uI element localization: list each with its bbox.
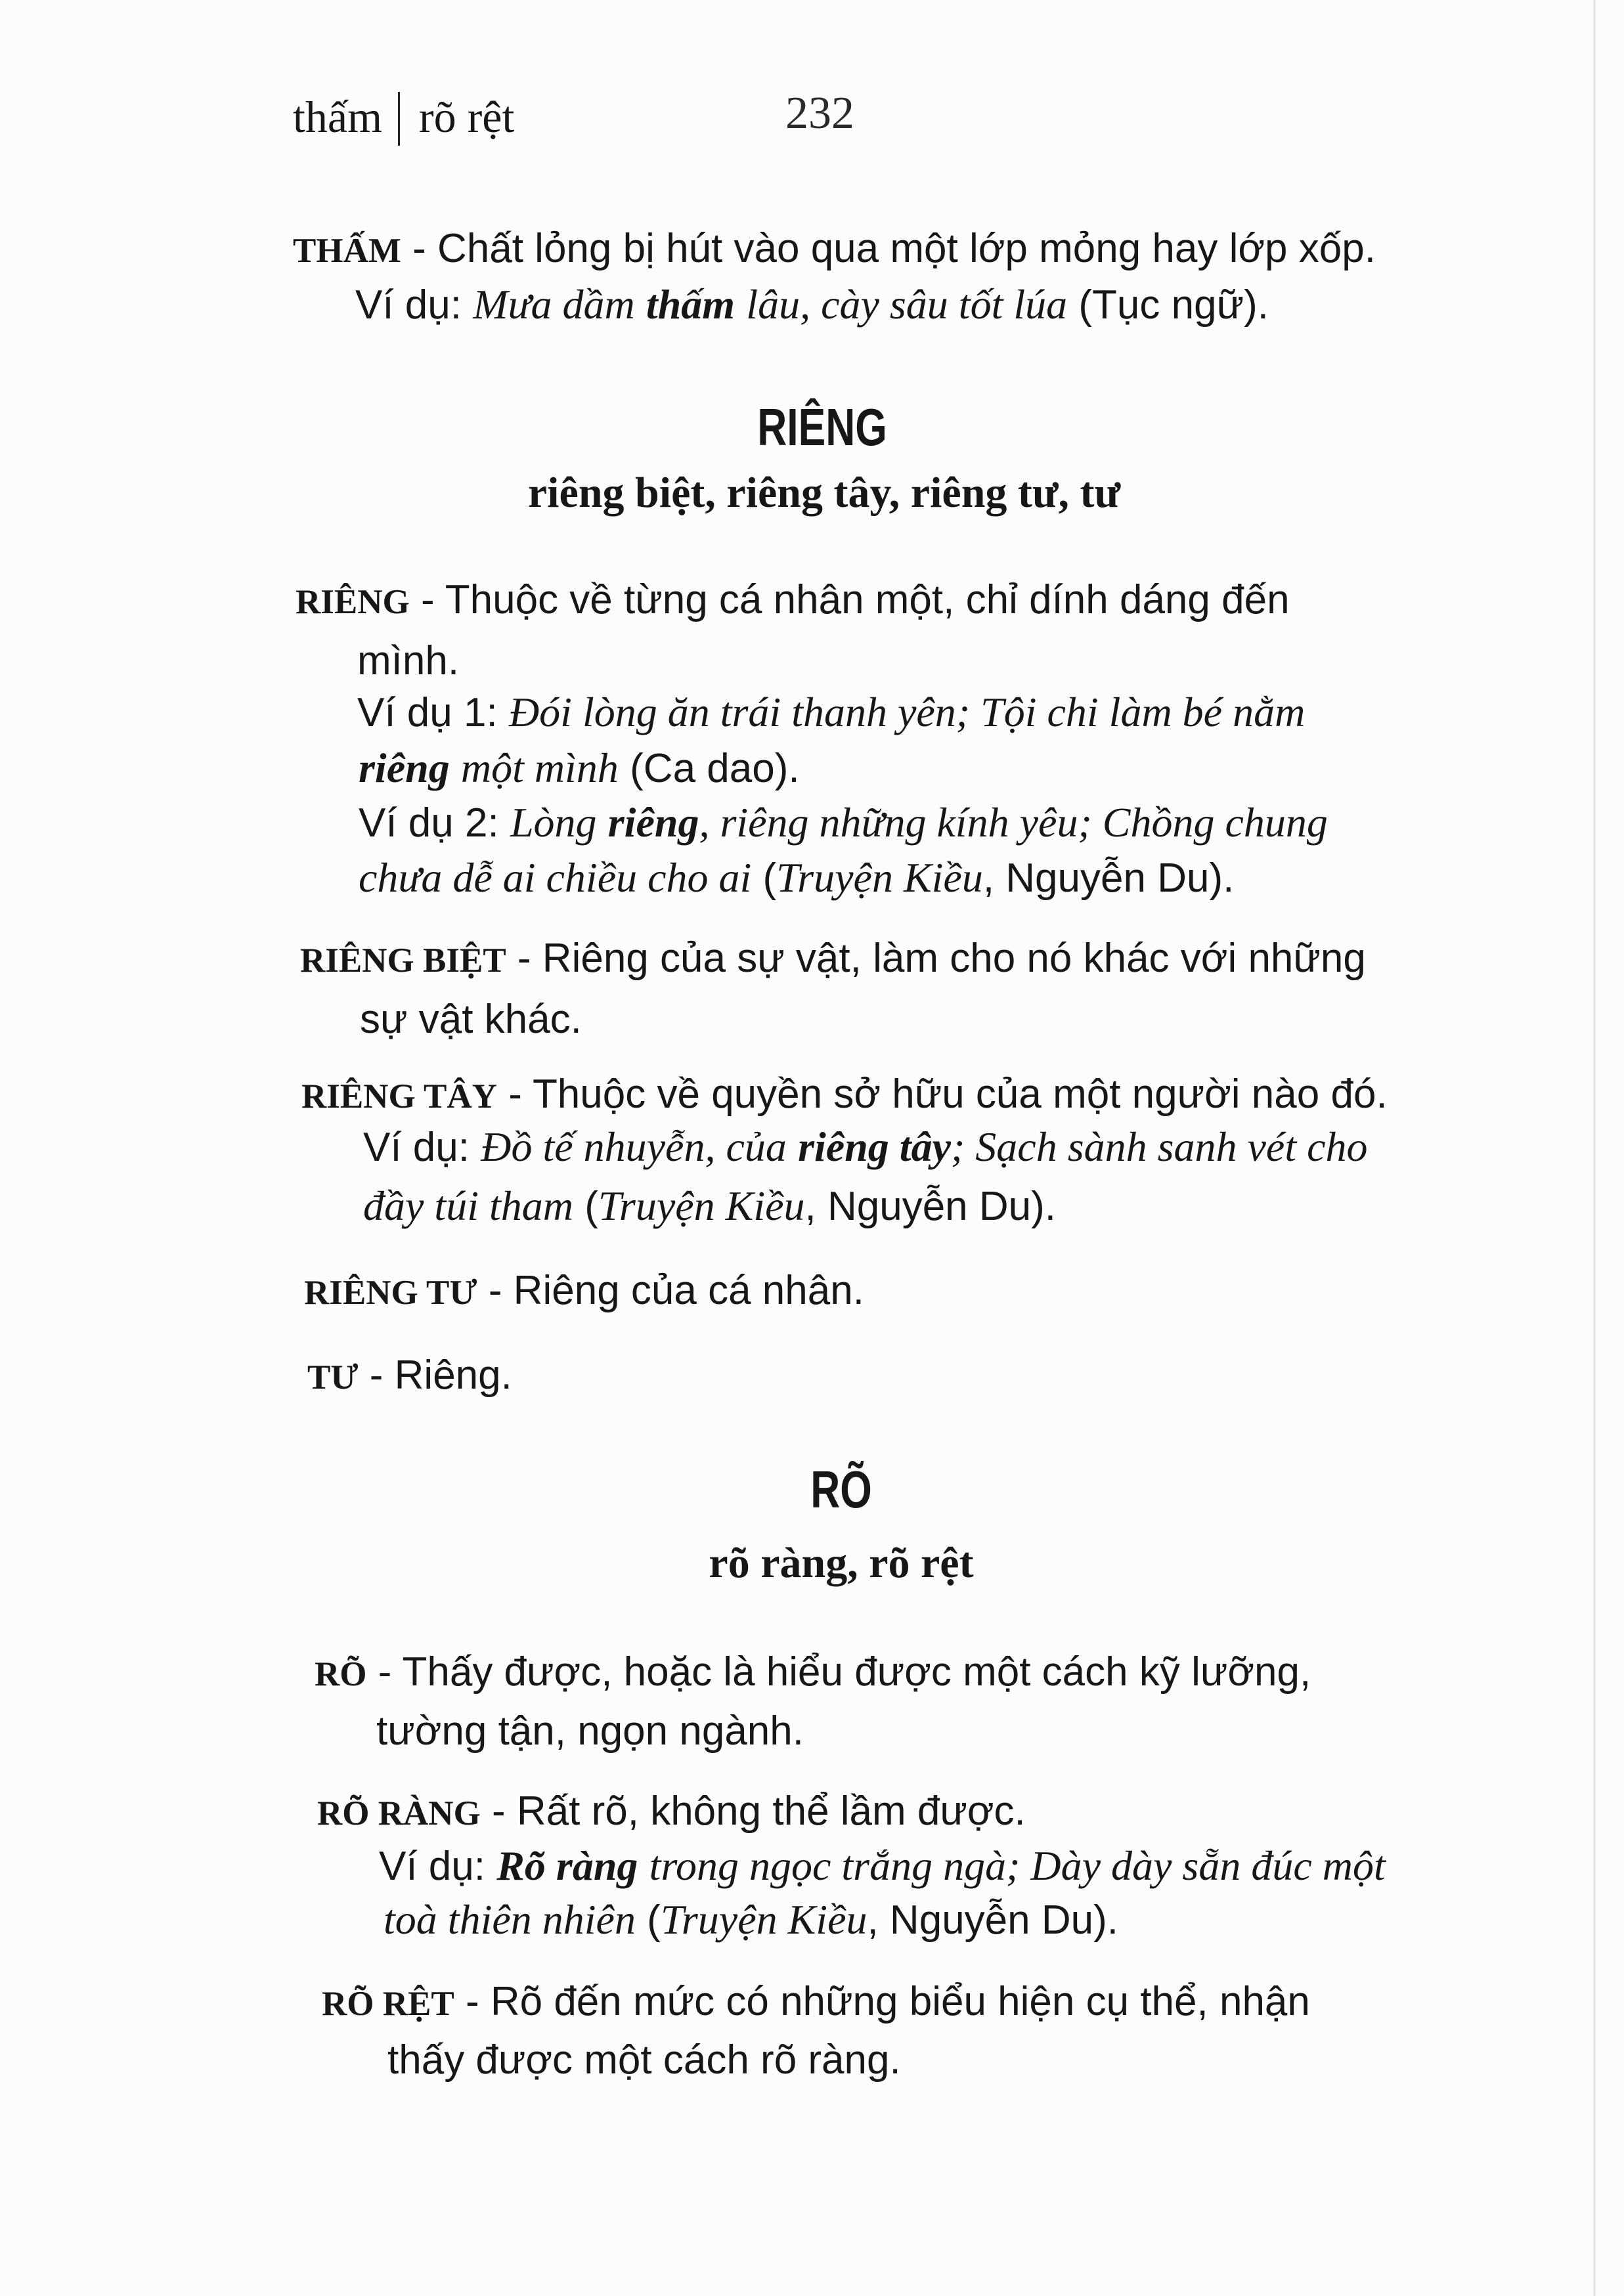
example-text: trong ngọc trắng ngà; Dày dày sẵn đúc một	[649, 1842, 1386, 1889]
example-citation: , Nguyễn Du).	[982, 856, 1235, 901]
entry-line	[293, 225, 1376, 275]
example-label: Ví dụ:	[355, 282, 462, 328]
page-number: 232	[785, 88, 854, 139]
example-label: Ví dụ:	[363, 1125, 470, 1170]
example-label: Ví dụ:	[379, 1844, 485, 1889]
section-subtitle: riêng biệt, riêng tây, riêng tư, tư	[527, 469, 1121, 517]
example-text: Mưa dầm	[473, 281, 635, 328]
definition-text: - Thuộc về từng cá nhân một, chỉ dính dáng đến	[421, 577, 1290, 622]
example-text: toà thiên nhiên	[384, 1896, 636, 1943]
entry-line	[296, 576, 1290, 626]
headword: RÕ	[315, 1655, 367, 1693]
citation-title: Truyện Kiều	[776, 854, 983, 901]
page-edge-shadow	[1593, 0, 1596, 2296]
definition-text: - Thấy được, hoặc là hiểu được một cách kỹ lưỡng,	[378, 1649, 1311, 1695]
header-left-term: thấm	[293, 92, 382, 142]
citation-title: Truyện Kiều	[598, 1182, 805, 1229]
example-text: một mình	[460, 745, 619, 791]
example-emphasis: Rõ ràng	[496, 1842, 638, 1889]
example-citation: (Tục ngữ).	[1078, 282, 1269, 328]
example-line	[359, 798, 1328, 848]
example-line	[355, 280, 1269, 330]
definition-text: - Riêng của sự vật, làm cho nó khác với những	[517, 936, 1366, 981]
example-line	[363, 1123, 1368, 1172]
entry-line	[300, 934, 1366, 985]
headword: RIÊNG BIỆT	[300, 942, 506, 980]
citation-title: Truyện Kiều	[660, 1896, 867, 1943]
example-citation: (Ca dao).	[630, 746, 800, 791]
example-citation: , Nguyễn Du).	[804, 1184, 1057, 1229]
entry-line	[322, 1978, 1310, 2028]
definition-text: - Chất lỏng bị hút vào qua một lớp mỏng hay lớp xốp.	[412, 226, 1376, 271]
example-text: Đồ tế nhuyễn, của	[481, 1123, 787, 1170]
definition-text: - Thuộc về quyền sở hữu của một người nào đó.	[508, 1072, 1388, 1117]
example-text: Lòng	[510, 799, 597, 846]
example-emphasis: riêng tây	[798, 1123, 951, 1170]
headword: RÕ RỆT	[322, 1985, 454, 2023]
example-citation: , Nguyễn Du).	[867, 1897, 1118, 1943]
example-citation: (	[647, 1897, 661, 1943]
entry-line	[307, 1351, 512, 1402]
entry-line	[387, 2036, 901, 2085]
section-title: RIÊNG	[757, 398, 887, 456]
definition-text: - Riêng của cá nhân.	[488, 1268, 864, 1313]
definition-text: mình.	[357, 638, 460, 683]
entry-line	[304, 1267, 864, 1317]
definition-text: sự vật khác.	[360, 997, 582, 1042]
example-line	[384, 1895, 1118, 1945]
example-text: đầy túi tham	[363, 1182, 573, 1229]
header-right-term: rõ rệt	[419, 92, 515, 142]
example-text: lâu, cày sâu tốt lúa	[746, 281, 1068, 328]
headword: RIÊNG TÂY	[301, 1077, 497, 1116]
example-citation: (	[584, 1184, 598, 1229]
definition-text: thấy được một cách rõ ràng.	[387, 2037, 901, 2083]
entry-line	[301, 1070, 1388, 1121]
definition-text: - Rất rõ, không thể lầm được.	[492, 1788, 1026, 1834]
headword: THẤM	[293, 232, 401, 270]
definition-text: - Riêng.	[369, 1353, 512, 1398]
headword: RÕ RÀNG	[317, 1794, 481, 1832]
header-separator	[398, 92, 400, 146]
example-text: , riêng những kính yêu; Chồng chung	[699, 799, 1328, 846]
entry-line	[317, 1787, 1026, 1838]
entry-line	[376, 1707, 804, 1756]
headword: TƯ	[307, 1358, 359, 1397]
section-title: RÕ	[810, 1460, 872, 1519]
example-text: chưa dễ ai chiều cho ai	[359, 854, 752, 901]
entry-line	[357, 637, 459, 685]
headword: RIÊNG TƯ	[304, 1274, 477, 1312]
example-line	[379, 1842, 1386, 1891]
definition-text: tường tận, ngọn ngành.	[376, 1708, 804, 1754]
example-line	[359, 744, 800, 793]
definition-text: - Rõ đến mức có những biểu hiện cụ thể, nhận	[465, 1979, 1310, 2024]
headword: RIÊNG	[296, 583, 410, 621]
example-line	[359, 854, 1234, 903]
example-text: Đói lòng ăn trái thanh yên; Tội chi làm bé nằm	[508, 689, 1306, 735]
example-citation: (	[762, 856, 777, 901]
section-subtitle: rõ ràng, rõ rệt	[709, 1539, 974, 1587]
example-line	[363, 1182, 1056, 1231]
example-text: ; Sạch sành sanh vét cho	[950, 1123, 1368, 1170]
example-emphasis: riêng	[607, 799, 699, 846]
entry-line	[360, 995, 582, 1044]
example-label: Ví dụ 2:	[359, 800, 499, 846]
example-emphasis: thấm	[646, 281, 735, 328]
example-line	[357, 688, 1305, 737]
entry-line	[315, 1648, 1311, 1699]
example-label: Ví dụ 1:	[357, 690, 498, 735]
example-emphasis: riêng	[359, 745, 450, 791]
